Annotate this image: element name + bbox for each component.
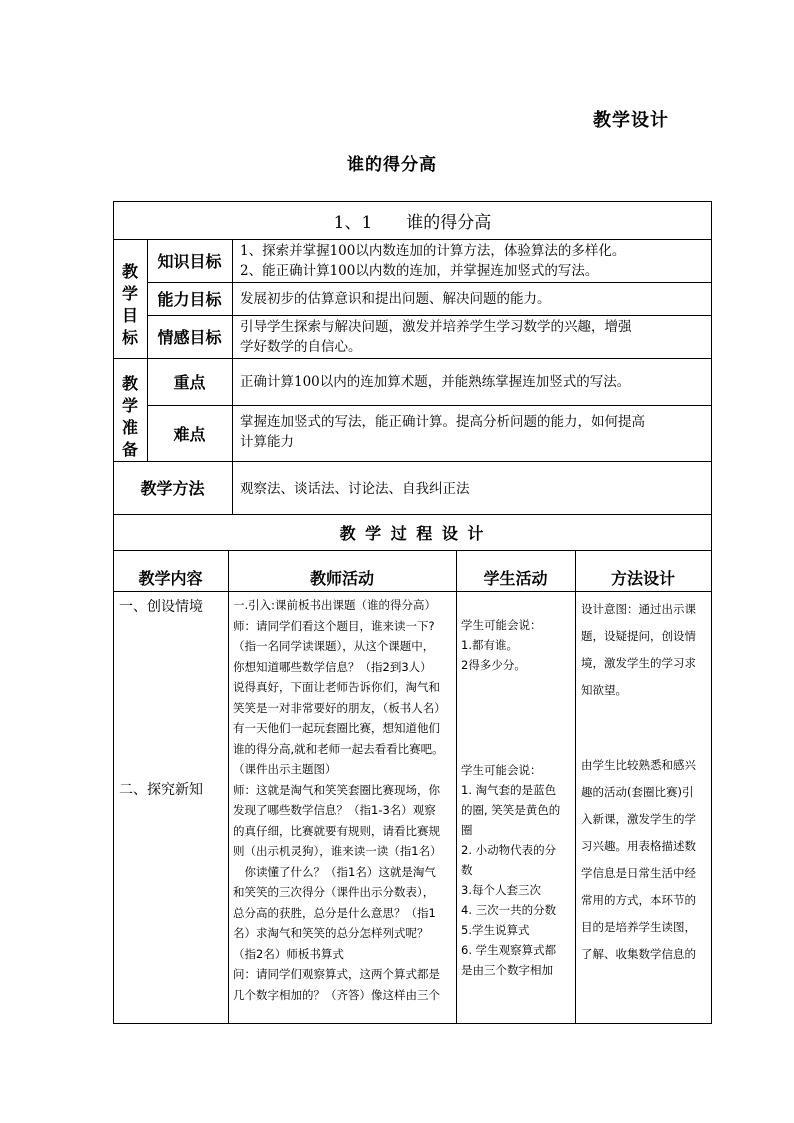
lesson-plan-table	[113, 201, 712, 1024]
column-header-student: 学生活动	[483, 568, 548, 588]
text-line: 引导学生探索与解决问题，激发并培养学生学习数学的兴趣，增强	[240, 319, 632, 335]
knowledge-goal-label: 知识目标	[157, 252, 222, 271]
text-line: 学生可能会说：	[461, 763, 542, 777]
text-line: 笑笑是一对非常要好的朋友，（板书人名）	[233, 700, 446, 715]
text-line: 的圈, 笑笑是黄色的	[461, 803, 561, 817]
text-line: 一.引入:课前板书出课题（谁的得分高）	[233, 598, 437, 612]
teaching-method-label: 教学方法	[140, 479, 205, 498]
knowledge-goal-text	[240, 241, 710, 281]
teacher-activity-text	[233, 595, 455, 1005]
document-heading: 教学设计	[593, 110, 669, 131]
row-divider	[113, 591, 712, 592]
text-line: 发现了哪些数学信息？（指1-3名）观察	[233, 803, 436, 817]
lesson-title: 谁的得分高	[347, 155, 437, 175]
text-line: 1.都有谁。	[461, 638, 518, 652]
text-line: 数	[461, 863, 473, 877]
text-line: 1、探索并掌握100以内数连加的计算方法，体验算法的多样化。	[240, 243, 626, 259]
text-line: 2. 小动物代表的分	[461, 843, 557, 857]
text-line: 名）求淘气和笑笑的总分怎样列式呢？	[233, 926, 429, 940]
teaching-method-text: 观察法、谈话法、讨论法、自我纠正法	[240, 481, 470, 497]
method-design-block-2	[581, 752, 711, 968]
col-divider	[228, 550, 229, 1023]
text-line: 和笑笑的三次得分（课件出示分数表），	[233, 885, 435, 899]
group-char: 学	[121, 396, 138, 415]
text-line: 学信息是日常生活中经	[581, 866, 696, 880]
text-line: 总分高的获胜，总分是什么意思？（指1	[233, 905, 436, 920]
emotion-goal-label: 情感目标	[157, 328, 222, 347]
row-divider	[113, 550, 712, 551]
ability-goal-label: 能力目标	[157, 290, 222, 309]
text-line: 计算能力	[240, 434, 294, 450]
table-border-right	[711, 201, 712, 1024]
text-line: 问：请同学们观察算式，这两个算式都是	[233, 967, 440, 981]
text-line: 是由三个数字相加	[461, 963, 553, 977]
content-item: 一、创设情境	[119, 599, 203, 615]
key-point-label: 重点	[173, 373, 206, 392]
ability-goal-text: 发展初步的估算意识和提出问题、解决问题的能力。	[240, 291, 551, 307]
text-line: 题，设疑提问，创设情	[581, 629, 696, 643]
text-line: 5.学生说算式	[461, 923, 530, 937]
text-line: 的真仔细，比赛就要有规则，请看比赛规	[233, 823, 440, 838]
group-char: 备	[121, 440, 138, 459]
group-char: 学	[121, 284, 138, 303]
student-activity-block-2	[461, 760, 574, 980]
text-line: 习兴趣。用表格描述数	[581, 839, 696, 853]
group-char: 目	[121, 306, 138, 325]
group-char: 标	[121, 328, 138, 347]
text-line: 你想知道哪些数学信息？（指2到3人）	[233, 659, 432, 674]
content-item: 二、探究新知	[119, 782, 203, 798]
col-divider	[575, 550, 576, 1023]
text-line: 则（出示机灵狗），谁来读一读（指1名）	[233, 844, 442, 858]
goals-group-label	[113, 261, 147, 349]
column-header-teacher: 教师活动	[309, 568, 374, 588]
text-line: 谁的得分高,就和老师一起去看看比赛吧。	[233, 741, 444, 756]
key-point-text: 正确计算100以内的连加算术题，并能熟练掌握连加竖式的写法。	[240, 374, 631, 390]
text-line: 趣的活动(套圈比赛)引	[581, 785, 694, 799]
column-header-method: 方法设计	[610, 568, 675, 588]
group-char: 教	[121, 374, 138, 393]
text-line: 掌握连加竖式的写法，能正确计算。提高分析问题的能力，如何提高	[240, 414, 645, 430]
text-line: （指2名）师板书算式	[233, 946, 344, 961]
text-line: 学好数学的自信心。	[240, 339, 362, 355]
text-line: 师：请同学们看这个题目，谁来读一下?	[233, 618, 435, 633]
col-divider	[232, 239, 233, 514]
text-line: 几个数字相加的？（齐答）像这样由三个	[233, 987, 440, 1002]
text-line: 1. 淘气套的是蓝色	[461, 783, 557, 797]
difficulty-label: 难点	[173, 424, 206, 444]
text-line: 目的是培养学生读图，	[581, 920, 696, 934]
text-line: 圈	[461, 823, 473, 837]
text-line: 常用的方式，本环节的	[581, 893, 696, 907]
text-line: 设计意图：通过出示课	[581, 602, 696, 616]
prep-group-label	[113, 373, 147, 461]
group-char: 准	[121, 418, 138, 437]
difficulty-text	[240, 412, 710, 452]
column-header-content: 教学内容	[138, 568, 203, 588]
text-line: 4. 三次一共的分数	[461, 903, 557, 917]
text-line: （课件出示主题图）	[233, 762, 337, 776]
text-line: 说得真好，下面让老师告诉你们，淘气和	[233, 680, 440, 694]
text-line: 有一天他们一起玩套圈比赛，想知道他们	[233, 721, 440, 735]
text-line: 学生可能会说：	[461, 618, 542, 632]
method-design-block-1	[581, 596, 711, 704]
text-line: 3.每个人套三次	[461, 883, 541, 897]
text-line: 你读懂了什么？（指1名）这就是淘气	[233, 864, 436, 879]
text-line: 师：这就是淘气和笑笑套圈比赛现场，你	[233, 782, 440, 797]
text-line: （指一名同学读课题），从这个课题中，	[233, 639, 435, 653]
text-line: 知欲望。	[581, 683, 627, 697]
text-line: 入新课，激发学生的学	[581, 812, 696, 826]
text-line: 由学生比较熟悉和感兴	[581, 758, 696, 772]
col-divider	[456, 550, 457, 1023]
text-line: 2、能正确计算100以内数的连加，并掌握连加竖式的写法。	[240, 263, 599, 279]
process-design-title: 教 学 过 程 设 计	[339, 523, 486, 543]
student-activity-block-1	[461, 615, 574, 675]
text-line: 境，激发学生的学习求	[581, 656, 696, 670]
group-char: 教	[121, 262, 138, 281]
emotion-goal-text	[240, 317, 710, 357]
table-border-bottom	[113, 1023, 712, 1024]
text-line: 2得多少分。	[461, 658, 526, 672]
section-title: 1、1 谁的得分高	[333, 212, 492, 233]
text-line: 6. 学生观察算式都	[461, 943, 557, 957]
text-line: 了解、收集数学信息的	[581, 947, 696, 961]
